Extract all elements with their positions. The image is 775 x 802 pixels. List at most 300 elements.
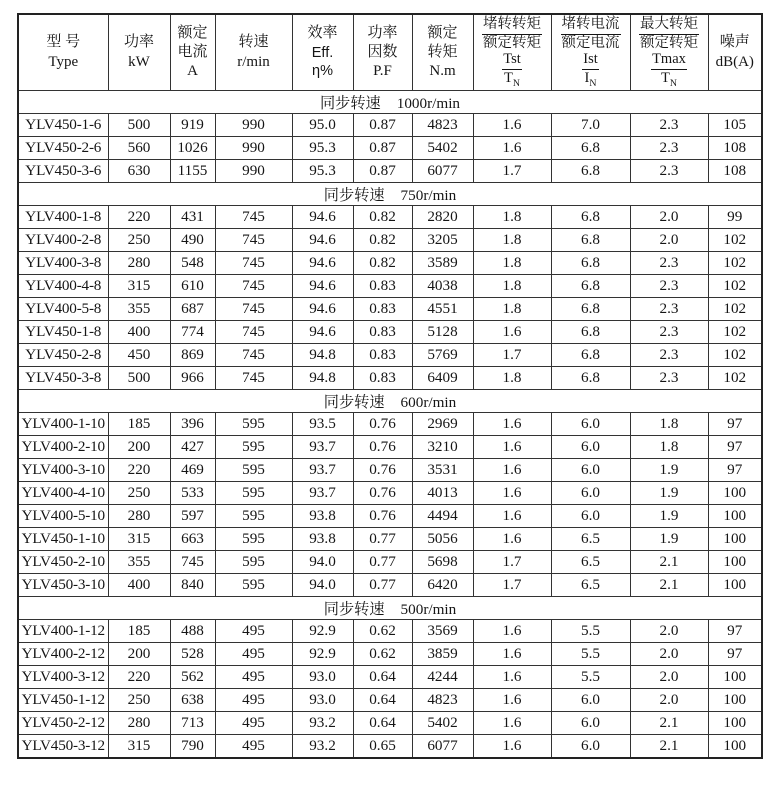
value-cell: 1.7: [473, 344, 551, 367]
motor-spec-table: [17, 13, 763, 759]
value-cell: 0.83: [353, 344, 412, 367]
value-cell: 595: [215, 459, 292, 482]
value-cell: 100: [708, 712, 762, 735]
model-cell: YLV450-1-10: [18, 528, 108, 551]
value-cell: 108: [708, 137, 762, 160]
value-cell: 990: [215, 137, 292, 160]
value-cell: 0.76: [353, 459, 412, 482]
value-cell: 93.8: [292, 505, 353, 528]
value-cell: 3859: [412, 643, 473, 666]
value-cell: 2.0: [630, 666, 708, 689]
section-title: [18, 183, 762, 206]
value-cell: 97: [708, 643, 762, 666]
value-cell: 1.8: [473, 206, 551, 229]
model-cell: YLV450-2-12: [18, 712, 108, 735]
section-title-row: [18, 91, 762, 114]
section-title-row: [18, 183, 762, 206]
value-cell: 3569: [412, 620, 473, 643]
value-cell: 315: [108, 528, 170, 551]
value-cell: 687: [170, 298, 215, 321]
header-line: η%: [312, 63, 333, 80]
value-cell: 1.8: [473, 275, 551, 298]
value-cell: 990: [215, 160, 292, 183]
value-cell: 2.0: [630, 643, 708, 666]
value-cell: 1.8: [473, 298, 551, 321]
model-cell: YLV400-5-8: [18, 298, 108, 321]
value-cell: 355: [108, 298, 170, 321]
value-cell: 100: [708, 735, 762, 759]
model-cell: YLV450-3-10: [18, 574, 108, 597]
value-cell: 0.82: [353, 206, 412, 229]
table-row: [18, 298, 762, 321]
value-cell: 0.77: [353, 551, 412, 574]
value-cell: 869: [170, 344, 215, 367]
section-title: [18, 597, 762, 620]
table-row: [18, 137, 762, 160]
value-cell: 4823: [412, 114, 473, 137]
value-cell: 6.8: [551, 229, 630, 252]
header-line: 功率: [123, 34, 154, 51]
table-row: [18, 114, 762, 137]
value-cell: 0.82: [353, 229, 412, 252]
value-cell: 638: [170, 689, 215, 712]
value-cell: 280: [108, 252, 170, 275]
header-line: 功率: [367, 24, 398, 41]
value-cell: 6.8: [551, 321, 630, 344]
value-cell: 100: [708, 689, 762, 712]
value-cell: 1.8: [473, 367, 551, 390]
header-line: dB(A): [715, 53, 754, 70]
value-cell: 990: [215, 114, 292, 137]
value-cell: 6.0: [551, 505, 630, 528]
value-cell: 93.2: [292, 712, 353, 735]
table-row: [18, 643, 762, 666]
header-line: 额定: [427, 24, 458, 41]
value-cell: 100: [708, 666, 762, 689]
value-cell: 2820: [412, 206, 473, 229]
value-cell: 1.6: [473, 321, 551, 344]
value-cell: 1.6: [473, 620, 551, 643]
value-cell: 431: [170, 206, 215, 229]
value-cell: 250: [108, 689, 170, 712]
value-cell: 315: [108, 735, 170, 759]
value-cell: 4823: [412, 689, 473, 712]
value-cell: 280: [108, 712, 170, 735]
model-cell: YLV450-3-12: [18, 735, 108, 759]
value-cell: 2.3: [630, 298, 708, 321]
value-cell: 0.64: [353, 689, 412, 712]
value-cell: 0.83: [353, 367, 412, 390]
value-cell: 966: [170, 367, 215, 390]
value-cell: 1.6: [473, 413, 551, 436]
table-row: [18, 482, 762, 505]
value-cell: 1.7: [473, 551, 551, 574]
value-cell: 745: [215, 367, 292, 390]
value-cell: 595: [215, 528, 292, 551]
value-cell: 6.0: [551, 413, 630, 436]
value-cell: 500: [108, 114, 170, 137]
value-cell: 97: [708, 413, 762, 436]
value-cell: 100: [708, 574, 762, 597]
header-line: 型 号: [46, 34, 81, 51]
value-cell: 4038: [412, 275, 473, 298]
header-line: Eff.: [311, 44, 334, 61]
ratio-header: 最大转矩 额定转矩 Tmax $T_N$: [640, 16, 698, 89]
value-cell: 100: [708, 551, 762, 574]
header-line: 额定: [177, 24, 208, 41]
value-cell: 713: [170, 712, 215, 735]
value-cell: 745: [170, 551, 215, 574]
value-cell: 6.0: [551, 689, 630, 712]
value-cell: 6.8: [551, 367, 630, 390]
model-cell: YLV400-3-8: [18, 252, 108, 275]
header-cell-eff: [292, 14, 353, 91]
value-cell: 6.0: [551, 712, 630, 735]
value-cell: 102: [708, 252, 762, 275]
value-cell: 1.8: [473, 229, 551, 252]
value-cell: 6.0: [551, 482, 630, 505]
value-cell: 100: [708, 528, 762, 551]
model-cell: YLV400-3-12: [18, 666, 108, 689]
value-cell: 450: [108, 344, 170, 367]
model-cell: YLV450-3-6: [18, 160, 108, 183]
value-cell: 495: [215, 689, 292, 712]
value-cell: 919: [170, 114, 215, 137]
table-body: [18, 91, 762, 759]
section-label-zh: 同步转速: [323, 186, 385, 204]
value-cell: 0.83: [353, 298, 412, 321]
value-cell: 220: [108, 459, 170, 482]
table-row: [18, 275, 762, 298]
section-title-row: [18, 597, 762, 620]
value-cell: 2.3: [630, 367, 708, 390]
model-cell: YLV450-1-6: [18, 114, 108, 137]
value-cell: 6.0: [551, 436, 630, 459]
value-cell: 93.7: [292, 482, 353, 505]
model-cell: YLV450-2-10: [18, 551, 108, 574]
header-cell-noise: [708, 14, 762, 91]
header-row: [18, 14, 762, 91]
value-cell: 94.6: [292, 252, 353, 275]
value-cell: 595: [215, 574, 292, 597]
value-cell: 6077: [412, 735, 473, 759]
section-title: [18, 91, 762, 114]
table-row: [18, 229, 762, 252]
value-cell: 94.6: [292, 275, 353, 298]
table-row: [18, 712, 762, 735]
value-cell: 1.9: [630, 482, 708, 505]
value-cell: 102: [708, 229, 762, 252]
value-cell: 94.0: [292, 574, 353, 597]
value-cell: 355: [108, 551, 170, 574]
value-cell: 2.3: [630, 137, 708, 160]
value-cell: 100: [708, 482, 762, 505]
value-cell: 6409: [412, 367, 473, 390]
value-cell: 95.0: [292, 114, 353, 137]
value-cell: 630: [108, 160, 170, 183]
value-cell: 595: [215, 482, 292, 505]
value-cell: 99: [708, 206, 762, 229]
value-cell: 0.76: [353, 436, 412, 459]
value-cell: 3210: [412, 436, 473, 459]
value-cell: 4551: [412, 298, 473, 321]
header-line: kW: [128, 53, 150, 70]
value-cell: 92.9: [292, 643, 353, 666]
table-row: [18, 689, 762, 712]
value-cell: 4244: [412, 666, 473, 689]
value-cell: 1.8: [473, 252, 551, 275]
value-cell: 2.0: [630, 620, 708, 643]
value-cell: 0.62: [353, 620, 412, 643]
value-cell: 250: [108, 229, 170, 252]
ratio-header: 堵转电流 额定电流 Ist $I_N$: [561, 16, 620, 89]
model-cell: YLV400-2-8: [18, 229, 108, 252]
value-cell: 2.3: [630, 160, 708, 183]
value-cell: 200: [108, 436, 170, 459]
value-cell: 500: [108, 367, 170, 390]
header-line: N.m: [429, 63, 456, 80]
section-title-row: [18, 390, 762, 413]
value-cell: 102: [708, 321, 762, 344]
value-cell: 108: [708, 160, 762, 183]
model-cell: YLV450-2-6: [18, 137, 108, 160]
value-cell: 2.3: [630, 344, 708, 367]
header-line: P.F: [373, 63, 392, 80]
value-cell: 495: [215, 735, 292, 759]
value-cell: 840: [170, 574, 215, 597]
value-cell: 1.6: [473, 528, 551, 551]
value-cell: 488: [170, 620, 215, 643]
value-cell: 0.83: [353, 321, 412, 344]
header-cell-torque: [412, 14, 473, 91]
value-cell: 7.0: [551, 114, 630, 137]
value-cell: 97: [708, 436, 762, 459]
value-cell: 100: [708, 505, 762, 528]
section-speed: 500r/min: [400, 600, 457, 618]
value-cell: 2.3: [630, 252, 708, 275]
value-cell: 745: [215, 229, 292, 252]
model-cell: YLV400-1-10: [18, 413, 108, 436]
table-row: [18, 459, 762, 482]
value-cell: 0.76: [353, 505, 412, 528]
section-label-zh: 同步转速: [323, 600, 385, 618]
model-cell: YLV400-4-10: [18, 482, 108, 505]
section-title: [18, 390, 762, 413]
value-cell: 95.3: [292, 160, 353, 183]
value-cell: 0.83: [353, 275, 412, 298]
value-cell: 2.0: [630, 229, 708, 252]
table-row: [18, 620, 762, 643]
value-cell: 790: [170, 735, 215, 759]
section-speed: 750r/min: [400, 186, 457, 204]
value-cell: 597: [170, 505, 215, 528]
value-cell: 93.2: [292, 735, 353, 759]
value-cell: 0.82: [353, 252, 412, 275]
section-speed: 1000r/min: [396, 94, 461, 112]
value-cell: 6.0: [551, 735, 630, 759]
value-cell: 595: [215, 551, 292, 574]
value-cell: 0.77: [353, 528, 412, 551]
table-row: [18, 436, 762, 459]
table-row: [18, 666, 762, 689]
value-cell: 2.3: [630, 114, 708, 137]
value-cell: 6.8: [551, 252, 630, 275]
value-cell: 102: [708, 298, 762, 321]
value-cell: 5.5: [551, 666, 630, 689]
value-cell: 5056: [412, 528, 473, 551]
value-cell: 5698: [412, 551, 473, 574]
value-cell: 1.9: [630, 459, 708, 482]
model-cell: YLV400-2-12: [18, 643, 108, 666]
value-cell: 2.0: [630, 206, 708, 229]
table-header: [18, 14, 762, 91]
value-cell: 1.7: [473, 574, 551, 597]
value-cell: 93.0: [292, 689, 353, 712]
table-row: [18, 344, 762, 367]
model-cell: YLV450-3-8: [18, 367, 108, 390]
table-row: [18, 528, 762, 551]
value-cell: 400: [108, 321, 170, 344]
table-row: [18, 367, 762, 390]
section-label-zh: 同步转速: [319, 94, 381, 112]
value-cell: 1.9: [630, 505, 708, 528]
value-cell: 2.3: [630, 321, 708, 344]
value-cell: 105: [708, 114, 762, 137]
value-cell: 1.6: [473, 137, 551, 160]
model-cell: YLV400-4-8: [18, 275, 108, 298]
value-cell: 396: [170, 413, 215, 436]
value-cell: 1.6: [473, 436, 551, 459]
value-cell: 94.6: [292, 229, 353, 252]
header-line: 噪声: [719, 34, 750, 51]
header-line: 效率: [307, 25, 338, 42]
table-row: [18, 505, 762, 528]
header-cell-tst-tn: [473, 14, 551, 91]
value-cell: 280: [108, 505, 170, 528]
header-cell-pf: [353, 14, 412, 91]
header-cell-speed: [215, 14, 292, 91]
value-cell: 200: [108, 643, 170, 666]
table-row: [18, 413, 762, 436]
header-line: Type: [48, 53, 79, 70]
value-cell: 6420: [412, 574, 473, 597]
model-cell: YLV450-1-8: [18, 321, 108, 344]
value-cell: 0.62: [353, 643, 412, 666]
value-cell: 0.65: [353, 735, 412, 759]
value-cell: 94.8: [292, 344, 353, 367]
header-cell-type: [18, 14, 108, 91]
value-cell: 95.3: [292, 137, 353, 160]
value-cell: 1.9: [630, 528, 708, 551]
value-cell: 2.1: [630, 712, 708, 735]
value-cell: 2.3: [630, 275, 708, 298]
value-cell: 745: [215, 321, 292, 344]
value-cell: 93.5: [292, 413, 353, 436]
value-cell: 1.7: [473, 160, 551, 183]
value-cell: 1.6: [473, 712, 551, 735]
value-cell: 4494: [412, 505, 473, 528]
value-cell: 469: [170, 459, 215, 482]
value-cell: 1026: [170, 137, 215, 160]
value-cell: 0.87: [353, 114, 412, 137]
value-cell: 0.87: [353, 160, 412, 183]
value-cell: 92.9: [292, 620, 353, 643]
value-cell: 93.7: [292, 459, 353, 482]
header-line: 转矩: [427, 43, 458, 60]
value-cell: 94.6: [292, 206, 353, 229]
value-cell: 400: [108, 574, 170, 597]
value-cell: 6077: [412, 160, 473, 183]
value-cell: 610: [170, 275, 215, 298]
value-cell: 663: [170, 528, 215, 551]
value-cell: 6.8: [551, 298, 630, 321]
table-row: [18, 735, 762, 759]
value-cell: 2.1: [630, 551, 708, 574]
value-cell: 595: [215, 436, 292, 459]
value-cell: 6.8: [551, 275, 630, 298]
value-cell: 1.6: [473, 114, 551, 137]
value-cell: 1.6: [473, 689, 551, 712]
value-cell: 1.6: [473, 505, 551, 528]
value-cell: 548: [170, 252, 215, 275]
value-cell: 94.8: [292, 367, 353, 390]
value-cell: 102: [708, 275, 762, 298]
header-cell-current: [170, 14, 215, 91]
value-cell: 6.8: [551, 206, 630, 229]
table-row: [18, 252, 762, 275]
value-cell: 315: [108, 275, 170, 298]
value-cell: 427: [170, 436, 215, 459]
value-cell: 6.8: [551, 344, 630, 367]
header-line: r/min: [237, 53, 270, 70]
value-cell: 3531: [412, 459, 473, 482]
header-cell-power: [108, 14, 170, 91]
value-cell: 1.6: [473, 459, 551, 482]
value-cell: 0.87: [353, 137, 412, 160]
value-cell: 102: [708, 367, 762, 390]
value-cell: 0.64: [353, 712, 412, 735]
model-cell: YLV400-2-10: [18, 436, 108, 459]
value-cell: 5769: [412, 344, 473, 367]
value-cell: 745: [215, 206, 292, 229]
table-row: [18, 206, 762, 229]
value-cell: 185: [108, 620, 170, 643]
value-cell: 5402: [412, 712, 473, 735]
value-cell: 595: [215, 413, 292, 436]
value-cell: 4013: [412, 482, 473, 505]
header-cell-tmax-tn: [630, 14, 708, 91]
value-cell: 5.5: [551, 643, 630, 666]
table-row: [18, 551, 762, 574]
header-line: 电流: [177, 43, 208, 60]
table-row: [18, 574, 762, 597]
header-line: A: [187, 63, 198, 80]
value-cell: 0.64: [353, 666, 412, 689]
value-cell: 5402: [412, 137, 473, 160]
value-cell: 2.0: [630, 689, 708, 712]
value-cell: 560: [108, 137, 170, 160]
header-line: 转速: [238, 34, 269, 51]
value-cell: 1.6: [473, 643, 551, 666]
value-cell: 1.6: [473, 666, 551, 689]
value-cell: 220: [108, 206, 170, 229]
value-cell: 2.1: [630, 735, 708, 759]
value-cell: 595: [215, 505, 292, 528]
value-cell: 5128: [412, 321, 473, 344]
value-cell: 97: [708, 620, 762, 643]
value-cell: 6.8: [551, 160, 630, 183]
value-cell: 745: [215, 275, 292, 298]
